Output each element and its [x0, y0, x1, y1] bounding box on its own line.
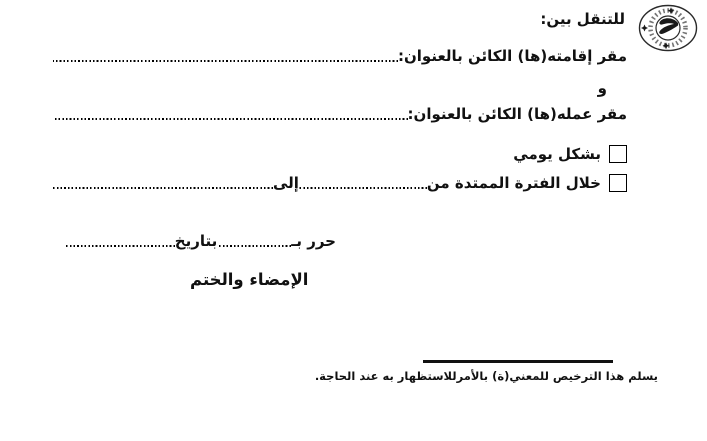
signature-stamp-label: الإمضاء والختم — [190, 270, 309, 289]
page-title-text: للتنقل بين: — [540, 10, 625, 28]
period-from-blank — [299, 187, 427, 189]
work-address-label: مقر عمله(ها) الكائن بالعنوان: — [407, 105, 627, 123]
and-separator-text: و — [597, 79, 607, 97]
period-to-blank — [53, 187, 273, 189]
issue-place-label: حرر بـ — [291, 232, 336, 250]
footnote-text: يسلم هذا الترخيص للمعني(ة) بالأمرللاستظهار به عند الحاجة. — [314, 369, 658, 383]
residence-address-label: مقر إقامته(ها) الكائن بالعنوان: — [397, 47, 627, 65]
issue-date-label: بتاريخ — [174, 232, 218, 250]
page-title — [540, 8, 625, 30]
period-from-label: خلال الفترة الممتدة من — [426, 174, 601, 192]
issue-place-blank — [217, 245, 291, 247]
work-address-line — [53, 103, 627, 125]
daily-option-label: بشكل يومي — [513, 145, 601, 163]
residence-address-blank — [53, 60, 398, 62]
period-checkbox[interactable] — [609, 174, 627, 192]
issue-date-blank — [66, 245, 175, 247]
issue-line — [66, 230, 336, 252]
residence-address-line — [53, 45, 627, 67]
daily-checkbox[interactable] — [609, 145, 627, 163]
and-separator — [598, 77, 607, 99]
official-seal-icon — [636, 3, 700, 53]
footnote-divider — [423, 360, 613, 363]
work-address-blank — [53, 118, 408, 120]
period-option-row — [53, 172, 627, 194]
daily-option-row — [513, 143, 627, 165]
period-to-label: إلى — [272, 174, 299, 192]
